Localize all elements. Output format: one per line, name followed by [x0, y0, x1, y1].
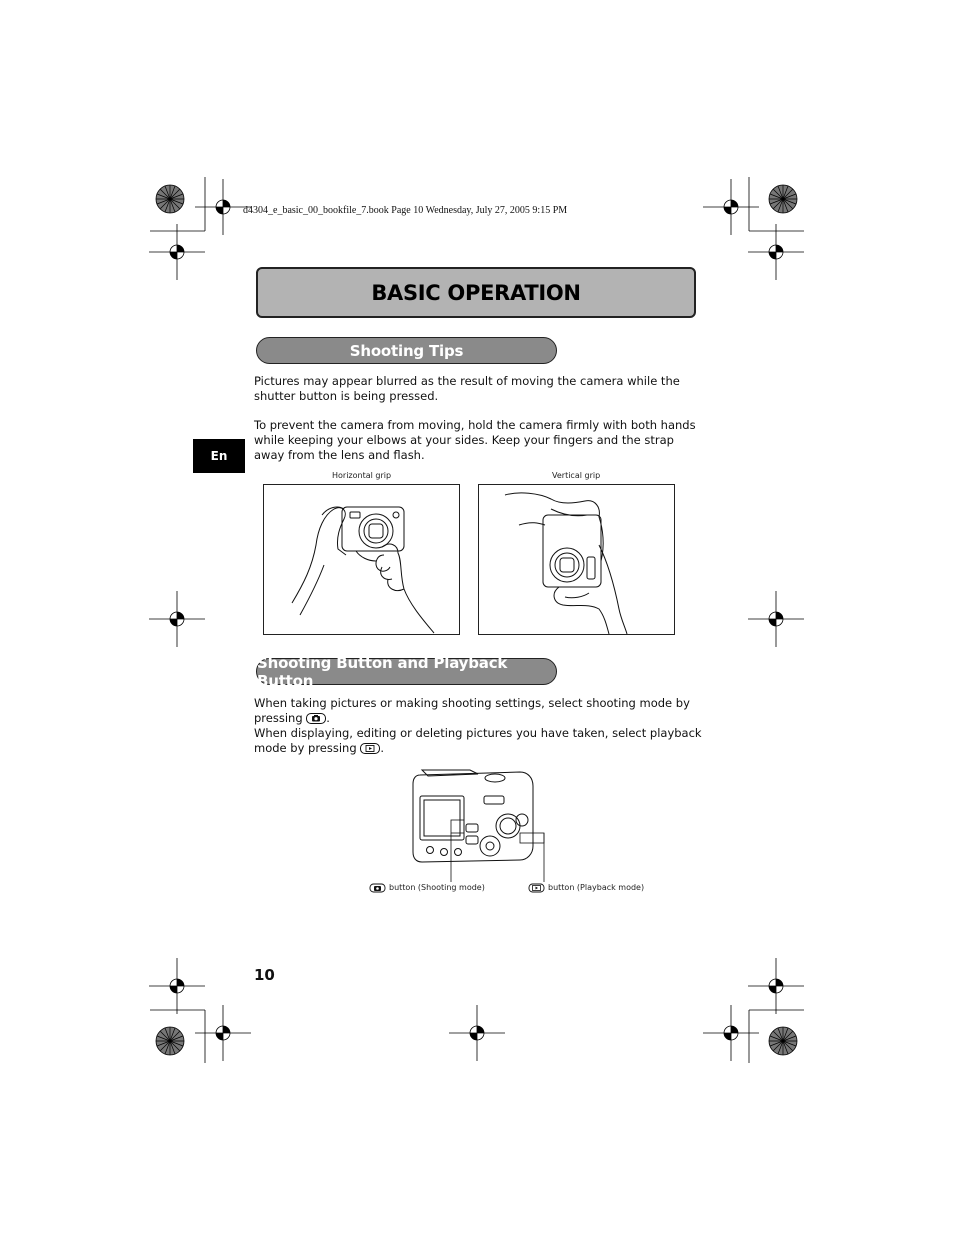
print-header: d4304_e_basic_00_bookfile_7.book Page 10 Wednesday, July 27, 2005 9:15 PM [243, 205, 568, 216]
caption-horizontal-grip: Horizontal grip [332, 471, 392, 480]
page-title: BASIC OPERATION [371, 280, 581, 305]
section-heading-text: Shooting Tips [349, 341, 464, 360]
page-number: 10 [254, 966, 275, 984]
playback-mode-text: When displaying, editing or deleting pictures you have taken, select playback mode by pressing [254, 726, 702, 755]
caption-shooting-button: button (Shooting mode) [389, 883, 485, 892]
shooting-tips-paragraph-2: To prevent the camera from moving, hold the camera firmly with both hands while keeping your elbows at your sides. Keep your fingers and the strap away from the lens and flash. [254, 418, 696, 462]
caption-vertical-grip: Vertical grip [552, 471, 601, 480]
caption-playback-button: button (Playback mode) [548, 883, 645, 892]
punctuation: . [326, 711, 330, 725]
language-tab-label: En [210, 449, 228, 463]
shooting-tips-paragraph-1: Pictures may appear blurred as the result of moving the camera while the shutter button is being pressed. [254, 374, 680, 403]
section-heading-text: Shooting Button and Playback Button [257, 653, 508, 690]
shooting-mode-text: When taking pictures or making shooting settings, select shooting mode by pressing [254, 696, 690, 725]
punctuation: . [380, 741, 384, 755]
